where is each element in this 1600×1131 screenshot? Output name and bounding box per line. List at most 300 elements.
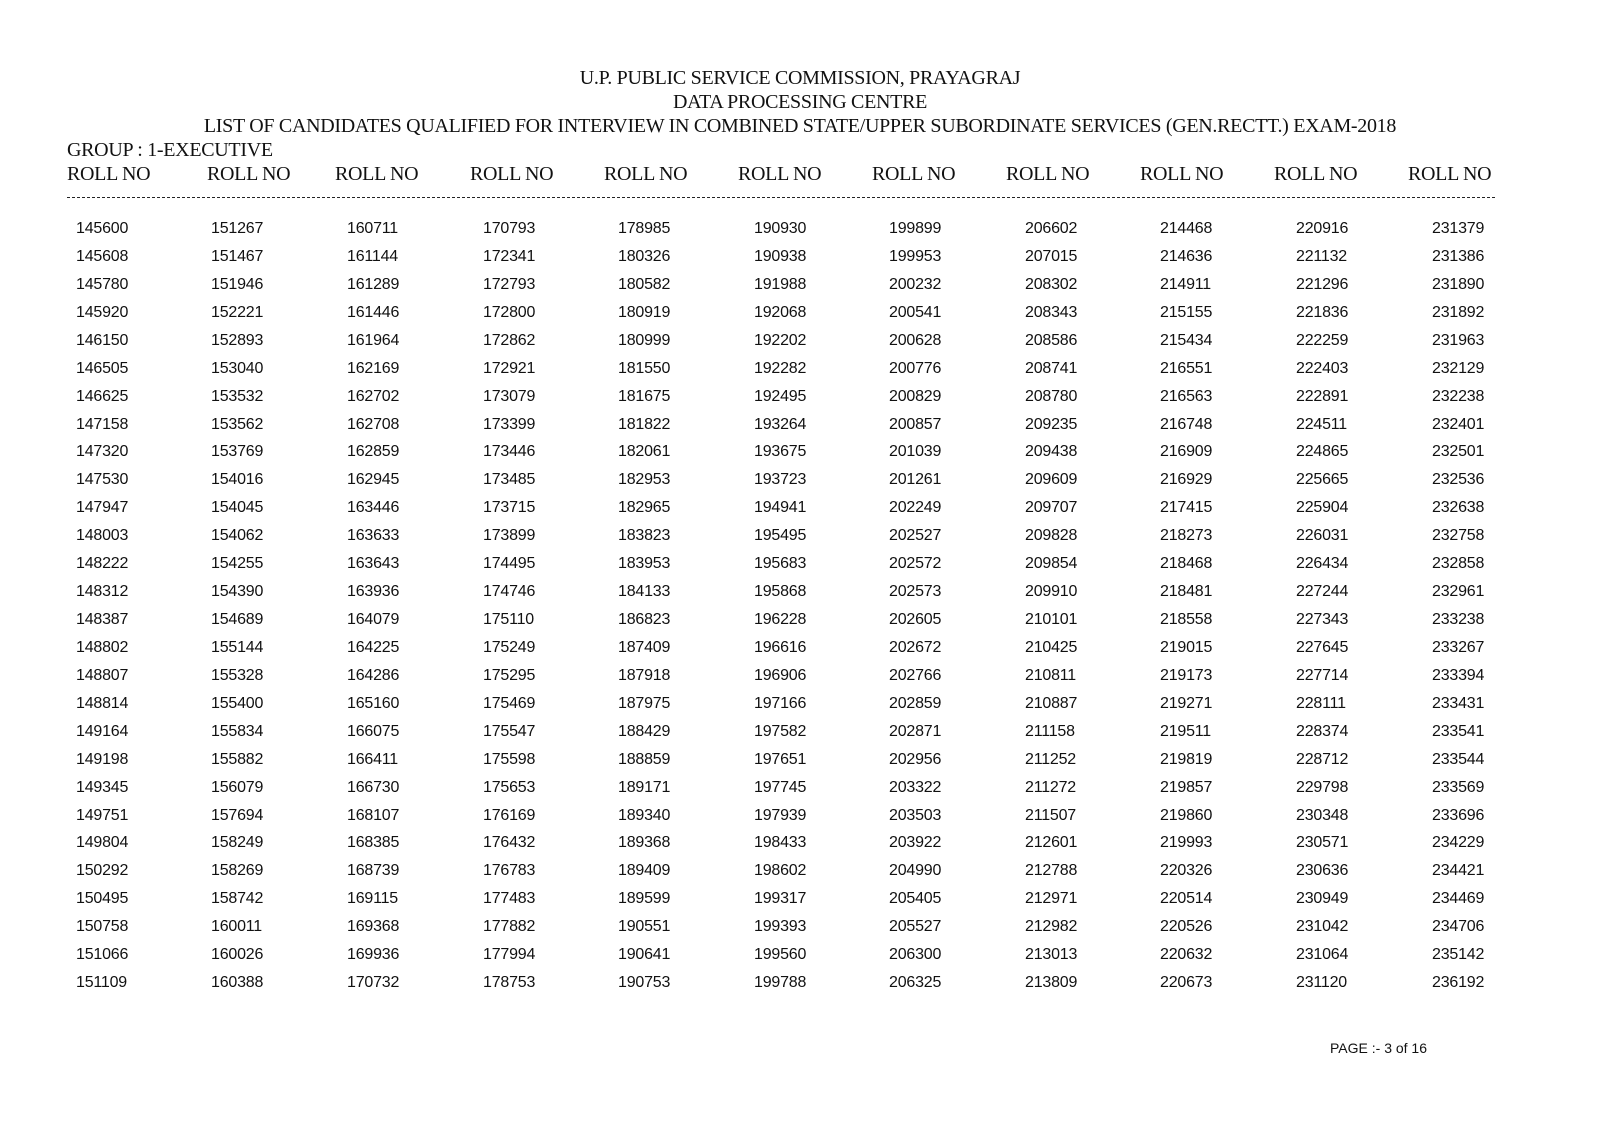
roll-number-cell: 207015 (1025, 247, 1078, 265)
roll-number-cell: 219819 (1160, 750, 1213, 768)
roll-number-cell: 226031 (1296, 527, 1349, 545)
roll-number-cell: 202527 (889, 527, 942, 545)
roll-number-cell: 150758 (76, 918, 129, 936)
column-header: ROLL NO (1006, 163, 1090, 185)
roll-number-cell: 210101 (1025, 611, 1078, 629)
roll-number-cell: 197166 (754, 694, 807, 712)
roll-number-cell: 200628 (889, 331, 942, 349)
roll-number-cell: 209828 (1025, 527, 1078, 545)
roll-number-cell: 190930 (754, 220, 807, 237)
roll-number-cell: 203322 (889, 778, 942, 796)
roll-number-cell: 232129 (1432, 359, 1485, 377)
roll-number-cell: 233544 (1432, 750, 1485, 768)
roll-number-cell: 202573 (889, 583, 942, 601)
roll-number-cell: 180326 (618, 247, 671, 265)
roll-number-cell: 212788 (1025, 862, 1078, 880)
roll-number-cell: 233267 (1432, 638, 1485, 656)
roll-number-cell: 154689 (211, 611, 264, 629)
roll-number-cell: 213013 (1025, 946, 1078, 964)
roll-number-cell: 231890 (1432, 275, 1485, 293)
roll-number-cell: 151467 (211, 247, 264, 265)
roll-number-cell: 187918 (618, 666, 671, 684)
roll-number-cell: 234229 (1432, 834, 1485, 852)
roll-number-cell: 166075 (347, 722, 400, 740)
roll-number-cell: 211252 (1025, 750, 1077, 768)
roll-number-cell: 151066 (76, 946, 129, 964)
roll-number-cell: 236192 (1432, 974, 1485, 992)
roll-number-cell: 192068 (754, 303, 807, 321)
roll-number-cell: 219857 (1160, 778, 1213, 796)
roll-number-cell: 150292 (76, 862, 129, 880)
roll-number-cell: 183953 (618, 555, 671, 573)
roll-number-cell: 202871 (889, 722, 942, 740)
roll-number-cell: 181550 (618, 359, 671, 377)
roll-number-cell: 188429 (618, 722, 671, 740)
roll-number-cell: 148814 (76, 694, 129, 712)
roll-number-cell: 147158 (76, 415, 129, 433)
roll-number-cell: 148003 (76, 527, 129, 545)
roll-number-cell: 224511 (1296, 415, 1348, 433)
roll-number-cell: 221836 (1296, 303, 1349, 321)
roll-number-cell: 145600 (76, 220, 129, 237)
roll-number-cell: 160388 (211, 974, 264, 992)
roll-number-cell: 214911 (1160, 275, 1212, 293)
roll-number-cell: 232501 (1432, 443, 1485, 461)
roll-number-cell: 232758 (1432, 527, 1485, 545)
roll-number-cell: 199953 (889, 247, 942, 265)
roll-number-cell: 200857 (889, 415, 942, 433)
column-header: ROLL NO (872, 163, 956, 185)
roll-number-cell: 219511 (1160, 722, 1212, 740)
roll-number-cell: 152893 (211, 331, 264, 349)
roll-number-cell: 203922 (889, 834, 942, 852)
roll-number-cell: 233696 (1432, 806, 1485, 824)
roll-number-cell: 173715 (483, 499, 536, 517)
roll-number-cell: 145780 (76, 275, 129, 293)
roll-number-cell: 168385 (347, 834, 400, 852)
roll-number-cell: 172800 (483, 303, 536, 321)
roll-number-cell: 212601 (1025, 834, 1078, 852)
roll-number-cell: 169115 (347, 890, 399, 908)
roll-number-cell: 231064 (1296, 946, 1349, 964)
roll-number-cell: 187975 (618, 694, 671, 712)
roll-number-cell: 186823 (618, 611, 671, 629)
roll-number-cell: 154045 (211, 499, 264, 517)
roll-number-cell: 228111 (1296, 694, 1346, 712)
roll-number-cell: 180582 (618, 275, 671, 293)
roll-number-cell: 233238 (1432, 611, 1485, 629)
roll-number-cell: 189368 (618, 834, 671, 852)
roll-number-cell: 151109 (76, 974, 128, 992)
roll-number-cell: 232638 (1432, 499, 1485, 517)
roll-number-cell: 196906 (754, 666, 807, 684)
roll-number-cell: 176169 (483, 806, 536, 824)
roll-number-cell: 201261 (889, 471, 942, 489)
roll-number-cell: 209854 (1025, 555, 1078, 573)
roll-number-cell: 219015 (1160, 638, 1213, 656)
roll-number-cell: 164286 (347, 666, 400, 684)
roll-number-cell: 218558 (1160, 611, 1213, 629)
roll-number-cell: 188859 (618, 750, 671, 768)
roll-number-cell: 234469 (1432, 890, 1485, 908)
roll-number-cell: 172793 (483, 275, 536, 293)
roll-number-cell: 163446 (347, 499, 400, 517)
roll-number-cell: 202249 (889, 499, 942, 517)
roll-number-cell: 195868 (754, 583, 807, 601)
roll-number-cell: 206300 (889, 946, 942, 964)
group-label: GROUP : 1-EXECUTIVE (67, 139, 273, 161)
roll-number-cell: 145608 (76, 247, 129, 265)
roll-number-cell: 226434 (1296, 555, 1349, 573)
roll-number-cell: 215434 (1160, 331, 1213, 349)
roll-number-cell: 175598 (483, 750, 536, 768)
roll-number-cell: 214636 (1160, 247, 1213, 265)
roll-number-cell: 166730 (347, 778, 400, 796)
roll-number-cell: 206325 (889, 974, 942, 992)
roll-number-cell: 196228 (754, 611, 807, 629)
roll-number-cell: 235142 (1432, 946, 1485, 964)
roll-number-cell: 189171 (618, 778, 671, 796)
roll-number-cell: 172921 (483, 359, 536, 377)
roll-number-cell: 233394 (1432, 666, 1485, 684)
roll-number-cell: 187409 (618, 638, 671, 656)
roll-number-cell: 190938 (754, 247, 807, 265)
roll-number-cell: 173079 (483, 387, 536, 405)
roll-number-cell: 155400 (211, 694, 264, 712)
roll-number-cell: 158269 (211, 862, 264, 880)
roll-number-cell: 163643 (347, 555, 400, 573)
org-title: U.P. PUBLIC SERVICE COMMISSION, PRAYAGRAJ (579, 67, 1021, 89)
roll-number-cell: 162708 (347, 415, 400, 433)
roll-number-cell: 198602 (754, 862, 807, 880)
roll-number-cell: 231120 (1296, 974, 1348, 992)
roll-number-cell: 227645 (1296, 638, 1349, 656)
roll-number-cell: 225665 (1296, 471, 1349, 489)
roll-number-cell: 146150 (76, 331, 129, 349)
roll-number-cell: 230636 (1296, 862, 1349, 880)
roll-number-cell: 209707 (1025, 499, 1078, 517)
roll-number-cell: 209438 (1025, 443, 1078, 461)
roll-number-cell: 202956 (889, 750, 942, 768)
roll-number-cell: 216929 (1160, 471, 1213, 489)
roll-number-cell: 174495 (483, 555, 536, 573)
roll-number-cell: 231892 (1432, 303, 1485, 321)
roll-number-cell: 154255 (211, 555, 264, 573)
roll-number-cell: 148387 (76, 611, 129, 629)
roll-number-cell: 208741 (1025, 359, 1078, 377)
roll-number-cell: 145920 (76, 303, 129, 321)
roll-number-cell: 232401 (1432, 415, 1485, 433)
roll-number-cell: 147947 (76, 499, 129, 517)
roll-number-cell: 147320 (76, 443, 129, 461)
roll-number-cell: 164225 (347, 638, 400, 656)
roll-number-cell: 218468 (1160, 555, 1213, 573)
roll-number-cell: 234421 (1432, 862, 1485, 880)
roll-number-cell: 183823 (618, 527, 671, 545)
roll-number-cell: 199317 (754, 890, 807, 908)
roll-number-cell: 155328 (211, 666, 264, 684)
roll-number-cell: 161144 (347, 247, 399, 265)
roll-number-cell: 169368 (347, 918, 400, 936)
roll-number-cell: 168739 (347, 862, 400, 880)
roll-number-cell: 227714 (1296, 666, 1349, 684)
column-header: ROLL NO (1274, 163, 1358, 185)
roll-number-cell: 152221 (211, 303, 264, 321)
roll-number-cell: 220673 (1160, 974, 1213, 992)
roll-number-cell: 155144 (211, 638, 264, 656)
roll-number-cell: 160011 (211, 918, 263, 936)
roll-number-cell: 208302 (1025, 275, 1078, 293)
roll-number-cell: 149164 (76, 722, 129, 740)
roll-number-cell: 161446 (347, 303, 400, 321)
roll-number-cell: 192282 (754, 359, 807, 377)
roll-number-cell: 233569 (1432, 778, 1485, 796)
roll-number-cell: 153562 (211, 415, 264, 433)
roll-number-cell: 158249 (211, 834, 264, 852)
roll-number-cell: 190641 (618, 946, 671, 964)
roll-number-cell: 216551 (1160, 359, 1213, 377)
roll-number-cell: 197745 (754, 778, 807, 796)
roll-number-cell: 190753 (618, 974, 671, 992)
column-header: ROLL NO (604, 163, 688, 185)
roll-number-cell: 182953 (618, 471, 671, 489)
roll-number-cell: 216748 (1160, 415, 1213, 433)
roll-number-cell: 230949 (1296, 890, 1349, 908)
roll-number-cell: 229798 (1296, 778, 1349, 796)
roll-number-cell: 199788 (754, 974, 807, 992)
roll-number-cell: 146625 (76, 387, 129, 405)
roll-number-cell: 149345 (76, 778, 129, 796)
roll-number-cell: 218273 (1160, 527, 1213, 545)
roll-number-cell: 231042 (1296, 918, 1349, 936)
centre-title: DATA PROCESSING CENTRE (672, 91, 928, 113)
roll-number-cell: 184133 (618, 583, 671, 601)
roll-number-cell: 212971 (1025, 890, 1078, 908)
column-header: ROLL NO (1408, 163, 1492, 185)
roll-number-cell: 163936 (347, 583, 400, 601)
column-header: ROLL NO (1140, 163, 1224, 185)
roll-number-cell: 199899 (889, 220, 942, 237)
roll-number-cell: 153769 (211, 443, 264, 461)
roll-number-cell: 205527 (889, 918, 942, 936)
roll-number-cell: 172341 (483, 247, 536, 265)
list-title: LIST OF CANDIDATES QUALIFIED FOR INTERVIEW IN COMBINED STATE/UPPER SUBORDINATE SERVICES (GEN.RECTT.) EXAM-2018 (203, 115, 1397, 137)
roll-number-cell: 231386 (1432, 247, 1485, 265)
roll-number-cell: 175653 (483, 778, 536, 796)
roll-number-cell: 199393 (754, 918, 807, 936)
roll-number-cell: 148312 (76, 583, 129, 601)
roll-number-cell: 195683 (754, 555, 807, 573)
roll-number-cell: 160026 (211, 946, 264, 964)
roll-number-cell: 192202 (754, 331, 807, 349)
roll-number-cell: 224865 (1296, 443, 1349, 461)
roll-number-cell: 210811 (1025, 666, 1077, 684)
roll-number-cell: 208780 (1025, 387, 1078, 405)
roll-number-cell: 148802 (76, 638, 129, 656)
roll-number-cell: 218481 (1160, 583, 1213, 601)
roll-number-cell: 155882 (211, 750, 264, 768)
roll-number-cell: 195495 (754, 527, 807, 545)
roll-number-cell: 162945 (347, 471, 400, 489)
roll-number-cell: 173899 (483, 527, 536, 545)
roll-number-cell: 161964 (347, 331, 400, 349)
roll-number-cell: 232536 (1432, 471, 1485, 489)
roll-number-cell: 182061 (618, 443, 671, 461)
roll-number-cell: 181822 (618, 415, 671, 433)
roll-number-cell: 177483 (483, 890, 536, 908)
roll-number-cell: 233431 (1432, 694, 1485, 712)
roll-number-cell: 151267 (211, 220, 264, 237)
roll-number-cell: 209235 (1025, 415, 1078, 433)
roll-number-cell: 214468 (1160, 220, 1213, 237)
roll-number-cell: 197651 (754, 750, 807, 768)
roll-number-cell: 162859 (347, 443, 400, 461)
roll-number-cell: 210887 (1025, 694, 1078, 712)
roll-number-cell: 221132 (1296, 247, 1348, 265)
roll-number-cell: 234706 (1432, 918, 1485, 936)
roll-number-cell: 153040 (211, 359, 264, 377)
roll-number-cell: 193675 (754, 443, 807, 461)
roll-number-cell: 211507 (1025, 806, 1077, 824)
roll-number-cell: 232961 (1432, 583, 1485, 601)
roll-number-cell: 204990 (889, 862, 942, 880)
roll-number-cell: 166411 (347, 750, 399, 768)
roll-number-cell: 220526 (1160, 918, 1213, 936)
roll-number-cell: 220514 (1160, 890, 1213, 908)
roll-number-cell: 202605 (889, 611, 942, 629)
roll-number-cell: 230348 (1296, 806, 1349, 824)
roll-number-cell: 163633 (347, 527, 400, 545)
roll-number-cell: 175249 (483, 638, 536, 656)
roll-number-cell: 219860 (1160, 806, 1213, 824)
roll-number-cell: 231379 (1432, 220, 1485, 237)
roll-number-cell: 193264 (754, 415, 807, 433)
roll-number-cell: 150495 (76, 890, 129, 908)
roll-number-cell: 147530 (76, 471, 129, 489)
roll-number-cell: 216909 (1160, 443, 1213, 461)
roll-number-cell: 180919 (618, 303, 671, 321)
roll-number-cell: 148807 (76, 666, 129, 684)
roll-number-cell: 175547 (483, 722, 536, 740)
roll-number-cell: 219271 (1160, 694, 1213, 712)
roll-number-cell: 208343 (1025, 303, 1078, 321)
roll-number-cell: 151946 (211, 275, 264, 293)
roll-number-cell: 177994 (483, 946, 536, 964)
roll-number-cell: 213809 (1025, 974, 1078, 992)
roll-number-cell: 197582 (754, 722, 807, 740)
roll-number-cell: 210425 (1025, 638, 1078, 656)
roll-number-cell: 212982 (1025, 918, 1078, 936)
roll-number-cell: 222403 (1296, 359, 1349, 377)
roll-number-cell: 153532 (211, 387, 264, 405)
roll-number-cell: 156079 (211, 778, 264, 796)
column-header: ROLL NO (207, 163, 291, 185)
roll-number-cell: 149198 (76, 750, 129, 768)
column-header: ROLL NO (335, 163, 419, 185)
roll-number-cell: 231963 (1432, 331, 1485, 349)
roll-number-cell: 165160 (347, 694, 400, 712)
roll-number-cell: 202859 (889, 694, 942, 712)
roll-number-cell: 158742 (211, 890, 264, 908)
roll-number-cell: 160711 (347, 220, 399, 237)
roll-number-cell: 200541 (889, 303, 942, 321)
roll-number-cell: 191988 (754, 275, 807, 293)
roll-number-cell: 175469 (483, 694, 536, 712)
roll-number-cell: 189599 (618, 890, 671, 908)
roll-number-cell: 149751 (76, 806, 129, 824)
roll-number-cell: 220326 (1160, 862, 1213, 880)
roll-number-cell: 172862 (483, 331, 536, 349)
roll-number-cell: 219173 (1160, 666, 1213, 684)
roll-number-cell: 146505 (76, 359, 129, 377)
roll-number-cell: 148222 (76, 555, 129, 573)
column-header: ROLL NO (738, 163, 822, 185)
roll-number-cell: 175110 (483, 611, 535, 629)
roll-number-cell: 211158 (1025, 722, 1075, 740)
roll-number-cell: 181675 (618, 387, 671, 405)
page-number: PAGE :- 3 of 16 (1330, 1040, 1428, 1056)
roll-number-cell: 227343 (1296, 611, 1349, 629)
column-header: ROLL NO (67, 163, 151, 185)
roll-number-cell: 219993 (1160, 834, 1213, 852)
roll-number-cell: 170732 (347, 974, 400, 992)
roll-number-cell: 228712 (1296, 750, 1349, 768)
roll-number-cell: 170793 (483, 220, 536, 237)
roll-number-cell: 173446 (483, 443, 536, 461)
roll-number-cell: 200776 (889, 359, 942, 377)
roll-number-cell: 155834 (211, 722, 264, 740)
roll-number-cell: 233541 (1432, 722, 1485, 740)
roll-number-cell: 220916 (1296, 220, 1349, 237)
roll-number-cell: 202766 (889, 666, 942, 684)
column-header: ROLL NO (470, 163, 554, 185)
roll-number-cell: 225904 (1296, 499, 1349, 517)
roll-number-cell: 154062 (211, 527, 264, 545)
roll-number-cell: 178985 (618, 220, 671, 237)
roll-number-cell: 201039 (889, 443, 942, 461)
roll-number-cell: 232858 (1432, 555, 1485, 573)
roll-number-cell: 189340 (618, 806, 671, 824)
roll-number-cell: 194941 (754, 499, 807, 517)
roll-number-cell: 202672 (889, 638, 942, 656)
roll-number-cell: 222259 (1296, 331, 1349, 349)
roll-number-cell: 197939 (754, 806, 807, 824)
roll-number-cell: 182965 (618, 499, 671, 517)
roll-number-cell: 192495 (754, 387, 807, 405)
roll-number-cell: 202572 (889, 555, 942, 573)
roll-number-cell: 180999 (618, 331, 671, 349)
roll-number-cell: 196616 (754, 638, 807, 656)
roll-number-cell: 176783 (483, 862, 536, 880)
roll-number-cell: 206602 (1025, 220, 1078, 237)
roll-number-cell: 173485 (483, 471, 536, 489)
roll-number-cell: 227244 (1296, 583, 1349, 601)
roll-number-cell: 161289 (347, 275, 400, 293)
roll-number-cell: 199560 (754, 946, 807, 964)
roll-number-cell: 200829 (889, 387, 942, 405)
roll-number-cell: 175295 (483, 666, 536, 684)
roll-number-cell: 230571 (1296, 834, 1349, 852)
roll-number-cell: 200232 (889, 275, 942, 293)
roll-number-cell: 169936 (347, 946, 400, 964)
roll-number-cell: 211272 (1025, 778, 1077, 796)
dashed-divider (67, 197, 1497, 198)
roll-number-cell: 205405 (889, 890, 942, 908)
roll-number-cell: 174746 (483, 583, 536, 601)
roll-number-cell: 217415 (1160, 499, 1213, 517)
roll-number-cell: 157694 (211, 806, 264, 824)
roll-number-cell: 220632 (1160, 946, 1213, 964)
